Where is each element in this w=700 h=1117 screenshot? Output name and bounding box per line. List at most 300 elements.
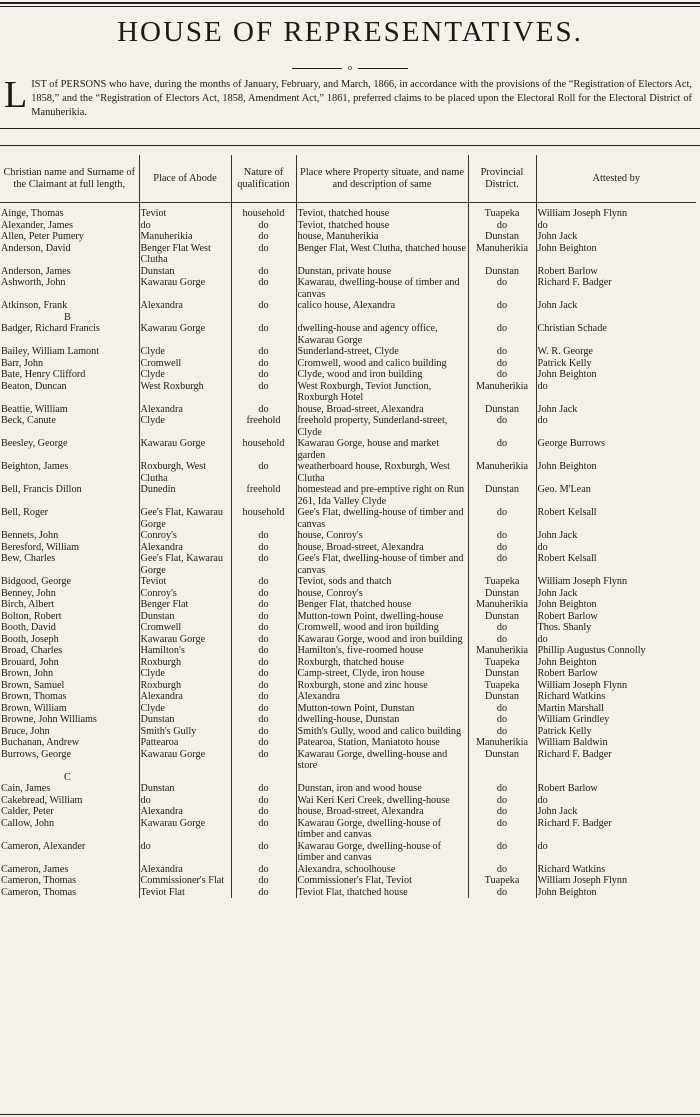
attested-by — [536, 312, 696, 324]
property-description: Roxburgh, thatched house — [296, 657, 468, 669]
provincial-district: do — [468, 507, 536, 530]
table-row — [0, 542, 696, 554]
claimant-name: Cameron, Thomas — [0, 875, 139, 887]
provincial-district: Manuherikia — [468, 461, 536, 484]
attested-by: do — [537, 219, 548, 231]
claimant-name: Bell, Francis Dillon — [0, 484, 139, 507]
place-of-abode: Kawarau Gorge — [139, 749, 231, 772]
table-row — [0, 220, 696, 232]
place-of-abode: Kawarau Gorge — [139, 277, 231, 300]
table-row — [0, 864, 696, 876]
table-row — [0, 691, 696, 703]
nature-of-qualification: do — [231, 841, 296, 864]
provincial-district: do — [468, 346, 536, 358]
table-row — [0, 887, 696, 899]
claimant-name: Alexander, James — [0, 220, 139, 232]
provincial-district: do — [468, 703, 536, 715]
table-row — [0, 875, 696, 887]
attested-by: William Baldwin — [537, 737, 608, 748]
claimant-name: Bew, Charles — [0, 553, 139, 576]
intro-text: IST of PERSONS who have, during the months of January, February, and March, 1866, in accordance with the provisions of the “Registration of Electors Act, 1858,” and the “Registration of Electors Act, 1858, Amendment Act,” 1861, preferred claims to be placed upon the Electoral Roll for the Electoral District of Manuherikia. — [31, 79, 692, 118]
nature-of-qualification: do — [231, 231, 296, 243]
property-description: Kawarau Gorge, dwelling-house of timber and canvas — [296, 818, 468, 841]
provincial-district: do — [468, 887, 536, 899]
table-row — [0, 634, 696, 646]
provincial-district — [468, 772, 536, 784]
place-of-abode — [139, 772, 231, 784]
property-description: Teviot, thatched house — [296, 220, 468, 232]
provincial-district: Dunstan — [468, 611, 536, 623]
claimant-name: Anderson, James — [0, 266, 139, 278]
provincial-district: Tuapeka — [468, 680, 536, 692]
nature-of-qualification: do — [231, 576, 296, 588]
provincial-district: Dunstan — [468, 691, 536, 703]
place-of-abode: Kawarau Gorge — [139, 634, 231, 646]
place-of-abode: do — [139, 795, 231, 807]
property-description: Dunstan, private house — [296, 266, 468, 278]
table-row — [0, 806, 696, 818]
claimant-name: Bate, Henry Clifford — [0, 369, 139, 381]
property-description: Teviot, sods and thatch — [296, 576, 468, 588]
claimant-name: Beattie, William — [0, 404, 139, 416]
claimant-name: Bailey, William Lamont — [0, 346, 139, 358]
table-row — [0, 461, 696, 484]
place-of-abode: Clyde — [139, 346, 231, 358]
nature-of-qualification: do — [231, 737, 296, 749]
table-row — [0, 703, 696, 715]
place-of-abode: Alexandra — [139, 300, 231, 312]
attested-by: Robert Barlow — [537, 610, 598, 622]
nature-of-qualification: do — [231, 220, 296, 232]
place-of-abode: Teviot — [139, 203, 231, 220]
property-description: Cromwell, wood and iron building — [296, 622, 468, 634]
table-row — [0, 300, 696, 312]
attested-by: Patrick Kelly — [537, 725, 592, 737]
claimant-name: Burrows, George — [0, 749, 139, 772]
place-of-abode: Kawarau Gorge — [139, 323, 231, 346]
nature-of-qualification: do — [231, 668, 296, 680]
nature-of-qualification: do — [231, 864, 296, 876]
attested-by: William Joseph Flynn — [537, 208, 628, 219]
nature-of-qualification: do — [231, 645, 296, 657]
table-row — [0, 231, 696, 243]
claimant-name: Bolton, Robert — [0, 611, 139, 623]
attested-by: Richard F. Badger — [537, 817, 612, 829]
attested-by: John Beighton — [537, 599, 597, 610]
attested-by: Richard F. Badger — [537, 748, 612, 760]
claimant-name: B — [0, 312, 139, 324]
claimant-name: Booth, David — [0, 622, 139, 634]
attested-by: Richard F. Badger — [537, 277, 612, 288]
table-row — [0, 714, 696, 726]
nature-of-qualification: do — [231, 381, 296, 404]
property-description: Gee's Flat, dwelling-house of timber and canvas — [296, 507, 468, 530]
table-row — [0, 404, 696, 416]
property-description: Mutton-town Point, dwelling-house — [296, 611, 468, 623]
claimant-name: C — [0, 772, 139, 784]
table-row — [0, 622, 696, 634]
attested-by: William Joseph Flynn — [537, 875, 628, 886]
claimant-name: Calder, Peter — [0, 806, 139, 818]
claimant-name: Cameron, Alexander — [0, 841, 139, 864]
property-description: Roxburgh, stone and zinc house — [296, 680, 468, 692]
provincial-district: Manuherikia — [468, 737, 536, 749]
top-rule-thin — [0, 6, 700, 7]
claimant-name: Beesley, George — [0, 438, 139, 461]
nature-of-qualification — [231, 772, 296, 784]
attested-by: Thos. Shanly — [537, 622, 592, 633]
provincial-district: do — [468, 622, 536, 634]
nature-of-qualification: do — [231, 726, 296, 738]
letter-divider-row — [0, 312, 696, 324]
table-row — [0, 415, 696, 438]
attested-by: do — [537, 794, 548, 806]
property-description: house, Broad-street, Alexandra — [296, 542, 468, 554]
provincial-district: Dunstan — [468, 749, 536, 772]
attested-by: John Jack — [537, 530, 578, 541]
place-of-abode: West Roxburgh — [139, 381, 231, 404]
provincial-district: Manuherikia — [468, 599, 536, 611]
property-description: Hamilton's, five-roomed house — [296, 645, 468, 657]
attested-by: John Jack — [537, 806, 578, 817]
attested-by: John Beighton — [537, 242, 597, 254]
provincial-district: do — [468, 841, 536, 864]
provincial-district: do — [468, 806, 536, 818]
intro-rule — [0, 128, 700, 129]
provincial-district: do — [468, 864, 536, 876]
nature-of-qualification: do — [231, 243, 296, 266]
provincial-district: do — [468, 783, 536, 795]
nature-of-qualification: do — [231, 553, 296, 576]
place-of-abode: Benger Flat — [139, 599, 231, 611]
attested-by: John Jack — [537, 403, 578, 415]
column-header-property: Place where Property situate, and name and description of same — [296, 155, 468, 203]
claimant-name: Beaton, Duncan — [0, 381, 139, 404]
property-description: Kawarau Gorge, wood and iron building — [296, 634, 468, 646]
place-of-abode: Alexandra — [139, 404, 231, 416]
table-row — [0, 783, 696, 795]
property-description: Camp-street, Clyde, iron house — [296, 668, 468, 680]
nature-of-qualification — [231, 312, 296, 324]
property-description: Mutton-town Point, Dunstan — [296, 703, 468, 715]
place-of-abode: Clyde — [139, 668, 231, 680]
claimant-name: Beresford, William — [0, 542, 139, 554]
table-row — [0, 599, 696, 611]
attested-by: John Beighton — [537, 461, 597, 472]
table-row — [0, 484, 696, 507]
claimant-name: Bennets, John — [0, 530, 139, 542]
property-description: Commissioner's Flat, Teviot — [296, 875, 468, 887]
claimant-name: Cakebread, William — [0, 795, 139, 807]
nature-of-qualification: do — [231, 369, 296, 381]
property-description: calico house, Alexandra — [296, 300, 468, 312]
claimant-name: Allen, Peter Pumery — [0, 231, 139, 243]
place-of-abode: Hamilton's — [139, 645, 231, 657]
claimant-name: Ainge, Thomas — [0, 203, 139, 220]
provincial-district: Dunstan — [468, 668, 536, 680]
claimant-name: Ashworth, John — [0, 277, 139, 300]
attested-by — [536, 772, 696, 784]
table-row — [0, 507, 696, 530]
table-row — [0, 737, 696, 749]
property-description: West Roxburgh, Teviot Junction, Roxburgh Hotel — [296, 381, 468, 404]
provincial-district: do — [468, 726, 536, 738]
property-description: Benger Flat, thatched house — [296, 599, 468, 611]
provincial-district: do — [468, 277, 536, 300]
claimant-name: Browne, John Williams — [0, 714, 139, 726]
claimant-name: Bruce, John — [0, 726, 139, 738]
property-description: dwelling-house and agency office, Kawarau Gorge — [296, 323, 468, 346]
provincial-district: Dunstan — [468, 266, 536, 278]
property-description — [296, 312, 468, 324]
attested-by: W. R. George — [537, 346, 593, 357]
attested-by: Richard Watkins — [537, 691, 606, 702]
nature-of-qualification: do — [231, 358, 296, 370]
property-description: Kawarau Gorge, dwelling-house and store — [296, 749, 468, 772]
top-rule — [0, 2, 700, 4]
nature-of-qualification: household — [231, 438, 296, 461]
claimant-name: Beighton, James — [0, 461, 139, 484]
attested-by: John Jack — [537, 587, 578, 599]
provincial-district: do — [468, 714, 536, 726]
place-of-abode: Dunstan — [139, 783, 231, 795]
nature-of-qualification: freehold — [231, 484, 296, 507]
property-description: house, Manuherikia — [296, 231, 468, 243]
letter-divider-row — [0, 772, 696, 784]
property-description: Cromwell, wood and calico building — [296, 358, 468, 370]
nature-of-qualification: do — [231, 542, 296, 554]
column-header-nature: Nature of qualification — [231, 155, 296, 203]
nature-of-qualification: do — [231, 795, 296, 807]
claimant-name: Bidgood, George — [0, 576, 139, 588]
place-of-abode: Alexandra — [139, 806, 231, 818]
place-of-abode — [139, 312, 231, 324]
place-of-abode: Alexandra — [139, 864, 231, 876]
attested-by: do — [537, 541, 548, 553]
place-of-abode: Cromwell — [139, 622, 231, 634]
nature-of-qualification: do — [231, 300, 296, 312]
provincial-district: do — [468, 818, 536, 841]
claimant-name: Brown, Samuel — [0, 680, 139, 692]
property-description: Teviot Flat, thatched house — [296, 887, 468, 899]
attested-by: Patrick Kelly — [537, 357, 592, 369]
table-row — [0, 277, 696, 300]
provincial-district: Tuapeka — [468, 875, 536, 887]
attested-by: John Jack — [537, 300, 578, 311]
attested-by: do — [537, 633, 548, 645]
table-row — [0, 657, 696, 669]
property-description: dwelling-house, Dunstan — [296, 714, 468, 726]
table-row — [0, 530, 696, 542]
nature-of-qualification: do — [231, 875, 296, 887]
attested-by: Robert Barlow — [537, 783, 598, 794]
place-of-abode: Dunstan — [139, 714, 231, 726]
claimant-name: Birch, Albert — [0, 599, 139, 611]
place-of-abode: Clyde — [139, 415, 231, 438]
attested-by: John Beighton — [537, 886, 597, 898]
nature-of-qualification: do — [231, 599, 296, 611]
place-of-abode: Dunstan — [139, 611, 231, 623]
place-of-abode: Gee's Flat, Kawarau Gorge — [139, 553, 231, 576]
provincial-district: Dunstan — [468, 588, 536, 600]
property-description: Sunderland-street, Clyde — [296, 346, 468, 358]
claimant-name: Broad, Charles — [0, 645, 139, 657]
claimant-name: Brouard, John — [0, 657, 139, 669]
claimant-name: Cain, James — [0, 783, 139, 795]
nature-of-qualification: do — [231, 277, 296, 300]
property-description: Kawarau Gorge, house and market garden — [296, 438, 468, 461]
provincial-district — [468, 312, 536, 324]
attested-by: Geo. M'Lean — [537, 484, 591, 495]
attested-by: Richard Watkins — [537, 863, 606, 875]
nature-of-qualification: do — [231, 783, 296, 795]
provincial-district: do — [468, 530, 536, 542]
claimant-name: Brown, William — [0, 703, 139, 715]
place-of-abode: Gee's Flat, Kawarau Gorge — [139, 507, 231, 530]
nature-of-qualification: do — [231, 714, 296, 726]
table-body — [0, 203, 696, 899]
provincial-district: do — [468, 300, 536, 312]
place-of-abode: Manuherikia — [139, 231, 231, 243]
place-of-abode: Pattearoa — [139, 737, 231, 749]
attested-by: Robert Barlow — [537, 265, 598, 277]
claimant-name: Bell, Roger — [0, 507, 139, 530]
table-row — [0, 576, 696, 588]
claimant-name: Brown, John — [0, 668, 139, 680]
place-of-abode: Clyde — [139, 369, 231, 381]
provincial-district: Manuherikia — [468, 645, 536, 657]
provincial-district: do — [468, 553, 536, 576]
nature-of-qualification: household — [231, 507, 296, 530]
attested-by: do — [537, 415, 548, 426]
place-of-abode: Roxburgh — [139, 680, 231, 692]
nature-of-qualification: do — [231, 818, 296, 841]
provincial-district: Manuherikia — [468, 381, 536, 404]
nature-of-qualification: do — [231, 887, 296, 899]
provincial-district: Manuherikia — [468, 243, 536, 266]
nature-of-qualification: do — [231, 346, 296, 358]
attested-by: do — [537, 380, 548, 392]
property-description: Alexandra — [296, 691, 468, 703]
attested-by: William Grindley — [537, 714, 610, 725]
place-of-abode: Teviot Flat — [139, 887, 231, 899]
place-of-abode: Teviot — [139, 576, 231, 588]
provincial-district: Dunstan — [468, 484, 536, 507]
nature-of-qualification: do — [231, 703, 296, 715]
attested-by: Robert Kelsall — [537, 553, 597, 564]
nature-of-qualification: do — [231, 611, 296, 623]
nature-of-qualification: freehold — [231, 415, 296, 438]
place-of-abode: Alexandra — [139, 542, 231, 554]
place-of-abode: Conroy's — [139, 588, 231, 600]
nature-of-qualification: do — [231, 691, 296, 703]
place-of-abode: Benger Flat West Clutha — [139, 243, 231, 266]
claimant-name: Callow, John — [0, 818, 139, 841]
table-row — [0, 588, 696, 600]
claimant-name: Badger, Richard Francis — [0, 323, 139, 346]
nature-of-qualification: do — [231, 588, 296, 600]
table-header-row — [0, 155, 696, 203]
attested-by: do — [537, 840, 548, 852]
provincial-district: do — [468, 542, 536, 554]
attested-by: William Joseph Flynn — [537, 576, 628, 587]
property-description: freehold property, Sunderland-street, Clyde — [296, 415, 468, 438]
table-top-rule — [0, 145, 700, 146]
nature-of-qualification: do — [231, 404, 296, 416]
provincial-district: do — [468, 438, 536, 461]
nature-of-qualification: do — [231, 622, 296, 634]
claimant-name: Atkinson, Frank — [0, 300, 139, 312]
nature-of-qualification: do — [231, 680, 296, 692]
place-of-abode: Commissioner's Flat — [139, 875, 231, 887]
property-description: house, Conroy's — [296, 530, 468, 542]
table-row — [0, 749, 696, 772]
nature-of-qualification: do — [231, 461, 296, 484]
column-header-abode: Place of Abode — [139, 155, 231, 203]
place-of-abode: Roxburgh, West Clutha — [139, 461, 231, 484]
claimant-name: Booth, Joseph — [0, 634, 139, 646]
place-of-abode: do — [139, 220, 231, 232]
nature-of-qualification: do — [231, 634, 296, 646]
attested-by: Christian Schade — [537, 323, 607, 334]
property-description: Teviot, thatched house — [296, 203, 468, 220]
nature-of-qualification: do — [231, 749, 296, 772]
property-description: house, Broad-street, Alexandra — [296, 404, 468, 416]
provincial-district: do — [468, 634, 536, 646]
table-row — [0, 668, 696, 680]
nature-of-qualification: do — [231, 530, 296, 542]
attested-by: William Joseph Flynn — [537, 679, 628, 691]
table-row — [0, 438, 696, 461]
provincial-district: Dunstan — [468, 231, 536, 243]
nature-of-qualification: do — [231, 806, 296, 818]
provincial-district: Tuapeka — [468, 576, 536, 588]
attested-by: Martin Marshall — [537, 702, 604, 714]
property-description: Gee's Flat, dwelling-house of timber and canvas — [296, 553, 468, 576]
claimant-name: Beck, Canute — [0, 415, 139, 438]
claimant-name: Brown, Thomas — [0, 691, 139, 703]
claimant-name: Cameron, James — [0, 864, 139, 876]
place-of-abode: do — [139, 841, 231, 864]
provincial-district: do — [468, 220, 536, 232]
table-row — [0, 346, 696, 358]
property-description — [296, 772, 468, 784]
table-row — [0, 611, 696, 623]
property-description: homestead and pre-emptive right on Run 261, Ida Valley Clyde — [296, 484, 468, 507]
column-header-district: Provincial District. — [468, 155, 536, 203]
place-of-abode: Smith's Gully — [139, 726, 231, 738]
claimant-name: Benney, John — [0, 588, 139, 600]
nature-of-qualification: do — [231, 657, 296, 669]
bottom-rule — [0, 1114, 700, 1115]
property-description: Smith's Gully, wood and calico building — [296, 726, 468, 738]
attested-by: Robert Kelsall — [537, 507, 597, 518]
provincial-district: Dunstan — [468, 404, 536, 416]
provincial-district: do — [468, 795, 536, 807]
claimant-name: Buchanan, Andrew — [0, 737, 139, 749]
claimants-table — [0, 155, 696, 898]
place-of-abode: Conroy's — [139, 530, 231, 542]
place-of-abode: Dunstan — [139, 266, 231, 278]
table-row — [0, 381, 696, 404]
nature-of-qualification: do — [231, 266, 296, 278]
property-description: Alexandra, schoolhouse — [296, 864, 468, 876]
place-of-abode: Kawarau Gorge — [139, 818, 231, 841]
attested-by: Robert Barlow — [537, 668, 598, 679]
column-header-attested: Attested by — [536, 155, 696, 203]
intro-paragraph — [4, 74, 692, 120]
provincial-district: do — [468, 415, 536, 438]
